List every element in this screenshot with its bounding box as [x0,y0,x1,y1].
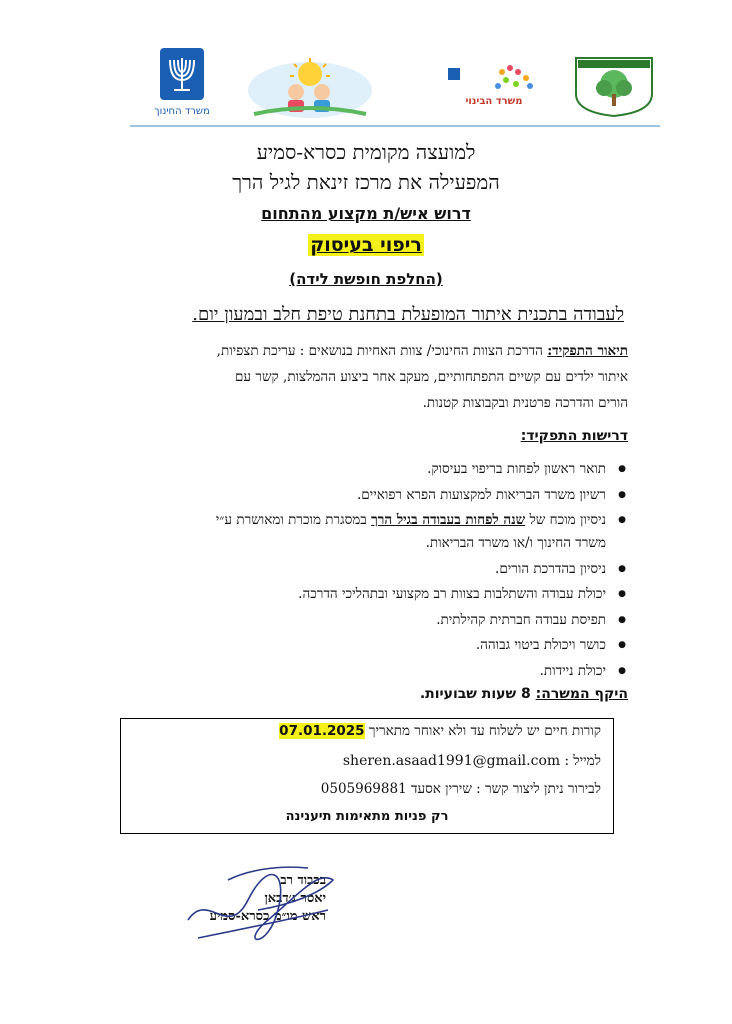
suitable-applicants-note: רק פניות מתאימות תיענינה [285,809,449,824]
job-scope [420,686,628,702]
profession-heading [60,234,672,256]
menorah-emblem-icon [140,46,224,102]
requirement-item: ● יכולת ניידות. [86,660,606,683]
children-sun-icon [246,58,374,120]
benayim-ministry-logo [446,62,542,108]
requirement-item-experience [86,509,606,555]
description-line-2: איתור ילדים עם קשיים התפתחותיים, מעקב אחר ביצוע ההמלצות, קשר עם [235,369,628,385]
requirement-item: ● תואר ראשון לפחות בריפוי בעיסוק. [86,458,606,481]
deadline-date: 07.01.2025 [279,723,365,739]
email-address[interactable]: sheren.asaad1991@gmail.com [342,753,561,769]
description-label: תיאור התפקיד: [547,343,628,359]
experience-line-2: משרד החינוך ו/או משרד הבריאות. [425,535,606,551]
contact-box [120,718,614,834]
signer-name: יאסר ג׳דבאן [264,891,326,906]
education-caption: משרד החינוך [154,106,210,117]
requirement-item: ● יכולת עבודה והשתלבות בצוות רב מקצועי ובתהליכי הדרכה. [86,583,606,606]
ministry-of-education-logo [140,46,224,116]
email-line [343,753,601,769]
requirements-list [86,458,628,685]
wanted-heading: דרוש איש/ת מקצוע מהתחום [261,204,471,223]
signer-title: ראש מו״מ כסרא-סמיע [209,909,326,924]
experience-suffix: במסגרת מוכרת ומאושרת ע״י [215,512,372,528]
center-heading: המפעילה את מרכז זינאת לגיל הרך [232,170,500,194]
deadline-text: קורות חיים יש לשלוח עד ולא יאוחר מתאריך [364,723,601,739]
experience-prefix: ניסיון מוכח של [525,512,606,528]
scope-value: 8 שעות שבועיות. [419,686,536,702]
closing-greeting: בכבוד רב [280,873,326,888]
requirements-title: דרישות התפקיד: [520,428,628,444]
benayim-flower-icon [446,62,542,92]
deadline-line [279,723,601,739]
requirement-item: ● כושר ויכולת ביטוי גבוהה. [86,634,606,657]
handwritten-signature-icon [168,850,348,950]
maternity-replacement-heading: (החלפת חופשת לידה) [289,270,443,288]
scope-label: היקף המשרה: [535,686,628,702]
description-line-3: הורים והדרכה פרטנית ובקבוצות קטנות. [422,395,628,411]
description-text-1: הדרכת הצוות החינוכי/ צוות האחיות בנושאים : עריכת תצפיות, [216,343,548,359]
requirement-item: ● תפיסת עבודה חברתית קהילתית. [86,609,606,632]
tree-shield-icon [570,54,658,118]
experience-bold: שנה לפחות בעבודה בגיל הרך [371,512,526,528]
email-label: למייל : [560,753,601,769]
requirement-item: ● רשיון משרד הבריאות למקצועות הפרא רפואיים. [86,484,606,507]
header-divider [130,125,660,127]
role-description [88,338,628,416]
kindergarten-logo [246,58,374,120]
local-council-emblem [570,54,658,118]
profession-highlight: ריפוי בעיסוק [310,234,422,256]
benayim-caption: משרד הבינוי [465,96,523,107]
phone-line: לבירור ניתן ליצור קשר : שירין אסעד 0505969881 [320,781,601,797]
program-heading: לעבודה בתכנית איתור המופעלת בתחנת טיפת חלב ובמעון יום. [192,304,624,325]
description-line-1 [88,338,628,364]
council-heading: למועצה מקומית כסרא-סמיע [256,140,476,164]
requirement-item: ● ניסיון בהדרכת הורים. [86,558,606,581]
